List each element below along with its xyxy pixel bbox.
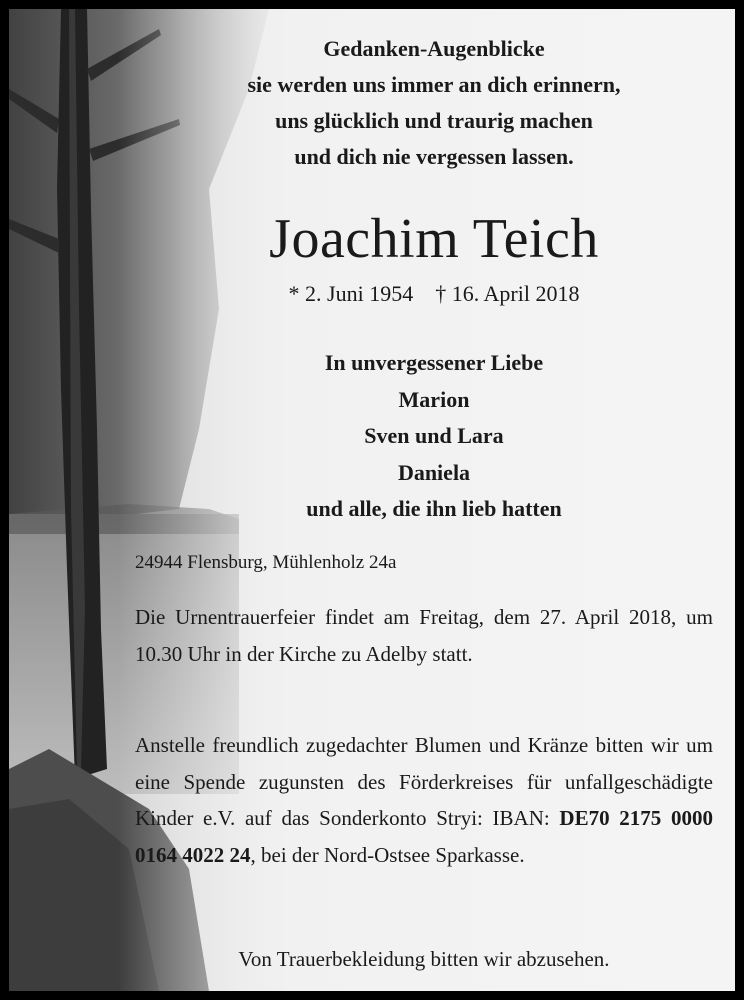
life-dates [139, 279, 729, 309]
closing-note: Von Trauerbekleidung bitten wir abzusehen. [238, 947, 610, 971]
mourner-name: Sven und Lara [364, 423, 504, 448]
birth-date: * 2. Juni 1954 [288, 281, 414, 306]
family-address: 24944 Flensburg, Mühlenholz 24a [135, 552, 397, 573]
poem-line: uns glücklich und traurig machen [275, 108, 593, 133]
poem-line: sie werden uns immer an dich erinnern, [247, 72, 621, 97]
death-date: † 16. April 2018 [435, 281, 580, 306]
mourner-name: Marion [398, 386, 470, 412]
ceremony-info: Die Urnentrauerfeier findet am Freitag, dem 27. April 2018, um 10.30 Uhr in der Kirche zu Adelby statt. [135, 605, 713, 666]
donation-info [135, 727, 713, 873]
notice-content [9, 9, 735, 991]
obituary-notice [9, 9, 735, 991]
donation-text: Anstelle freundlich zugedachter Blumen und Kränze bitten wir um eine Spende zugunsten des Förderkreises für unfallgeschädigte Kinder e.V. auf das Sonderkonto Stryi: IBAN: [135, 733, 713, 830]
mourner-name: Daniela [397, 459, 471, 485]
mourner-name: und alle, die ihn lieb hatten [306, 496, 562, 521]
deceased-name: Joachim Teich [269, 208, 599, 270]
mourners-block [139, 345, 729, 528]
poem-line: Gedanken-Augenblicke [323, 36, 545, 61]
iban-number: DE70 2175 0000 0164 4022 24 [135, 806, 713, 867]
donation-bank: , bei der Nord-Ostsee Sparkasse. [250, 842, 525, 867]
memorial-poem [139, 31, 729, 175]
mourners-intro: In unvergessener Liebe [324, 350, 544, 375]
poem-line: und dich nie vergessen lassen. [294, 144, 574, 169]
